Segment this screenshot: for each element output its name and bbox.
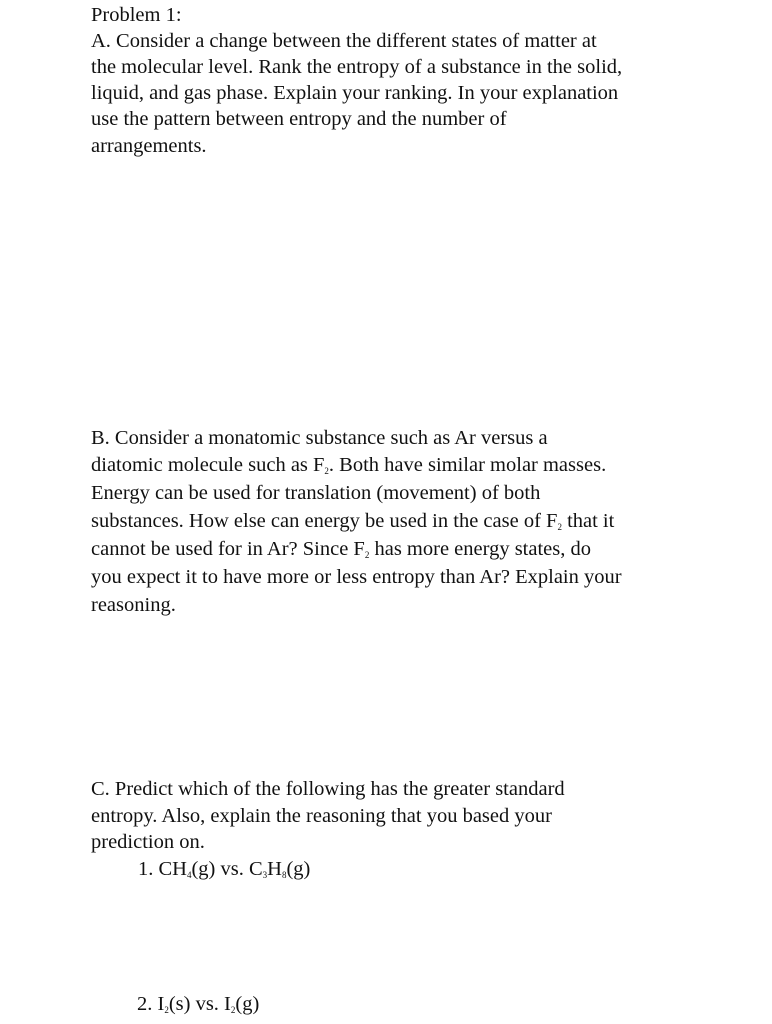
- part-b-line: [91, 508, 614, 535]
- subscript: 2: [557, 522, 562, 532]
- part-b-line: Energy can be used for translation (movement) of both: [91, 482, 541, 504]
- subscript: 2: [230, 1005, 236, 1015]
- part-c-item-2: [137, 991, 259, 1018]
- item-text: (s) vs. I: [168, 993, 231, 1015]
- item-text: (g): [235, 993, 260, 1015]
- part-b-text: diatomic molecule such as F: [91, 454, 325, 476]
- part-c-line: C. Predict which of the following has the greater standard: [91, 778, 565, 800]
- part-a-line: arrangements.: [91, 135, 207, 157]
- part-b-line: B. Consider a monatomic substance such as Ar versus a: [91, 427, 548, 449]
- subscript: 8: [281, 870, 287, 880]
- subscript: 2: [364, 550, 370, 560]
- part-b-text: substances. How else can energy be used in the case of F: [91, 510, 558, 532]
- part-b-text: that it: [561, 510, 615, 532]
- part-a-line: A. Consider a change between the different states of matter at: [91, 30, 597, 52]
- item-text: 2. I: [137, 993, 165, 1015]
- part-b-text: . Both have similar molar masses.: [328, 454, 607, 476]
- subscript: 2: [164, 1005, 169, 1015]
- part-b-text: cannot be used for in Ar? Since F: [91, 538, 365, 560]
- part-c-item-1: [138, 856, 310, 883]
- part-b-line: reasoning.: [91, 594, 176, 616]
- part-b-line: [91, 536, 591, 563]
- part-b-line: [91, 452, 606, 479]
- part-b-line: you expect it to have more or less entropy than Ar? Explain your: [91, 566, 622, 588]
- part-a-line: use the pattern between entropy and the number of: [91, 108, 507, 130]
- part-a-line: liquid, and gas phase. Explain your ranking. In your explanation: [91, 82, 619, 104]
- part-c-line: entropy. Also, explain the reasoning that you based your: [91, 805, 552, 827]
- item-text: (g) vs. C: [191, 858, 263, 880]
- subscript: 2: [324, 466, 329, 476]
- item-text: (g): [286, 858, 311, 880]
- problem-title: Problem 1:: [91, 4, 182, 26]
- part-b-text: has more energy states, do: [369, 538, 591, 560]
- item-text: 1. CH: [138, 858, 187, 880]
- item-text: H: [267, 858, 282, 880]
- subscript: 3: [262, 870, 268, 880]
- part-a-line: the molecular level. Rank the entropy of a substance in the solid,: [91, 56, 623, 78]
- subscript: 4: [186, 870, 192, 880]
- part-c-line: prediction on.: [91, 831, 205, 853]
